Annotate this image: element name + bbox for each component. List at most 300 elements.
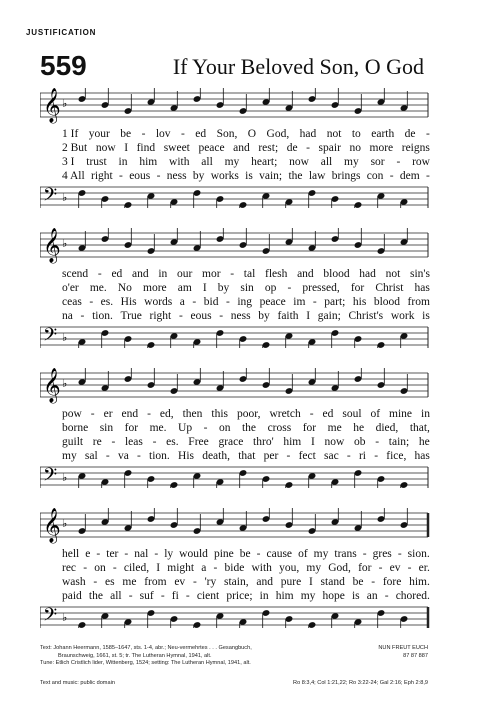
lyric-syllable: pressed, [302, 282, 340, 294]
text-credit-line-1: Text: Johann Heermann, 1585–1647, sts. 1-4, abr.; Neu-vermehrtes . . . Gesangbuch, [40, 645, 252, 651]
hymn-title: If Your Beloved Son, O God [172, 54, 424, 79]
lyric-syllable: - [426, 170, 430, 182]
lyric-syllable: rec [62, 562, 77, 574]
lyric-syllable: - [378, 562, 383, 574]
lyric-syllable: pure [280, 576, 302, 588]
lyric-syllable: soul [342, 408, 362, 420]
lyric-syllable: stand [320, 576, 345, 588]
lyric-syllable: - [83, 562, 88, 574]
lyric-line-3 [62, 296, 430, 310]
lyric-syllable: No [117, 282, 132, 294]
lyric-syllable: all [320, 156, 333, 168]
lyric-syllable: ed, [159, 408, 174, 420]
lyric-syllable: - [154, 548, 159, 560]
lyric-syllable: my [313, 548, 329, 560]
lyric-syllable: with [169, 156, 190, 168]
lyric-syllable: - [112, 562, 117, 574]
lyric-line-4 [62, 590, 430, 604]
lyric-syllable: va [117, 450, 129, 462]
lyric-syllable: faith [277, 310, 299, 322]
lyric-syllable: op [264, 282, 277, 294]
lyric-syllable: me [122, 576, 137, 588]
lyric-syllable: ness [230, 310, 251, 322]
lyric-syllable: grace [218, 436, 244, 448]
lyric-syllable: him [275, 590, 294, 602]
lyric-line-4 [62, 170, 430, 184]
treble-clef-icon: 𝄞 [43, 228, 61, 263]
lyric-syllable: nal [134, 548, 149, 560]
lyric-syllable: sin [99, 422, 114, 434]
lyric-syllable: be [352, 576, 364, 588]
lyric-syllable: 'ry [204, 576, 217, 588]
lyric-syllable: His [120, 296, 137, 308]
lyric-syllable: sion. [407, 548, 430, 560]
lyric-syllable: now [324, 436, 345, 448]
lyric-syllable: works [210, 170, 239, 182]
lyric-syllable: my [344, 156, 359, 168]
lyric-syllable: more [369, 142, 394, 154]
lyric-syllable: o'er [62, 282, 79, 294]
music-system-4 [40, 508, 430, 628]
bass-clef-icon: 𝄢 [43, 465, 58, 488]
lyric-syllable: God, [266, 128, 290, 140]
lyric-syllable: tion. [92, 310, 113, 322]
lyric-syllable: died, [375, 422, 399, 434]
lyric-syllable: gain; [317, 310, 341, 322]
lyric-syllable: heart; [251, 156, 278, 168]
lyric-syllable: sin [240, 282, 254, 294]
lyric-line-2 [62, 562, 430, 576]
lyric-line-3 [62, 436, 430, 450]
lyric-syllable: on [94, 562, 106, 574]
lyric-syllable: in [421, 408, 430, 420]
lyric-syllable: stain, [223, 576, 249, 588]
lyric-syllable: and [256, 576, 273, 588]
lyric-syllable: wash [62, 576, 86, 588]
lyric-syllable: dem [399, 170, 420, 182]
lyric-syllable: cient [196, 590, 220, 602]
lyric-syllable: - [192, 296, 197, 308]
lyric-syllable: him [139, 156, 158, 168]
lyric-syllable: blood [373, 296, 401, 308]
lyric-syllable: eous [129, 170, 151, 182]
lyric-syllable: spair [318, 142, 341, 154]
lyric-syllable: hope [322, 590, 345, 602]
flat-icon: ♭ [62, 331, 68, 344]
lyric-syllable: reigns [401, 142, 430, 154]
lyric-syllable: for [358, 562, 372, 574]
lyric-syllable: tal [243, 268, 256, 280]
lyric-syllable: my [306, 562, 322, 574]
lyric-syllable: sal [84, 450, 98, 462]
lyric-syllable: now [289, 156, 309, 168]
lyric-syllable: be [120, 128, 132, 140]
lyric-syllable: - [105, 450, 110, 462]
lyric-syllable: sor [370, 156, 385, 168]
lyric-syllable: more [143, 282, 167, 294]
lyric-syllable: - [286, 450, 291, 462]
lyric-line-4 [62, 310, 430, 324]
lyric-syllable: - [160, 590, 165, 602]
lyric-syllable: wretch [269, 408, 301, 420]
lyric-syllable: chored. [395, 590, 430, 602]
lyric-syllable: fice, [386, 450, 407, 462]
lyric-syllable: I [124, 142, 129, 154]
flat-icon: ♭ [62, 237, 68, 250]
lyric-syllable: fect [298, 450, 316, 462]
lyric-line-1 [62, 408, 430, 422]
lyric-syllable: - [96, 548, 101, 560]
lyric-syllable: my [224, 156, 240, 168]
lyric-syllable: er [103, 408, 113, 420]
lyric-syllable: per [263, 450, 279, 462]
lyric-syllable: O [247, 128, 257, 140]
lyric-syllable: I [308, 576, 313, 588]
lyric-syllable: a [179, 296, 185, 308]
treble-clef-icon: 𝄞 [43, 508, 61, 543]
lyric-syllable: ceas [62, 296, 82, 308]
flat-icon: ♭ [62, 97, 68, 110]
lyric-syllable: had [299, 128, 317, 140]
treble-clef-icon: 𝄞 [43, 88, 61, 123]
lyric-syllable: from [407, 296, 430, 308]
lyric-syllable: es. [100, 296, 114, 308]
lyric-syllable: I [156, 562, 161, 574]
lyric-syllable: - [226, 296, 230, 308]
flat-icon: ♭ [62, 611, 68, 624]
section-label: JUSTIFICATION [26, 28, 97, 37]
lyric-syllable: to [351, 128, 361, 140]
lyric-syllable: thro' [253, 436, 274, 448]
lyric-line-2 [62, 422, 430, 436]
lyric-syllable: ev [174, 576, 186, 588]
lyric-syllable: - [156, 170, 161, 182]
lyric-syllable: me. [149, 422, 167, 434]
lyric-syllable: - [124, 548, 129, 560]
lyric-syllable: ed [195, 128, 207, 140]
lyric-line-2 [62, 142, 430, 156]
lyric-syllable: price; [226, 590, 253, 602]
lyric-syllable: - [147, 408, 151, 420]
lyric-syllable: poor, [236, 408, 261, 420]
copyright: Text and music: public domain [40, 680, 115, 686]
lyric-syllable: - [397, 548, 402, 560]
lyric-syllable: - [306, 142, 310, 154]
lyric-syllable: - [384, 590, 389, 602]
lyric-syllable: is [245, 170, 253, 182]
lyric-syllable: earth [371, 128, 395, 140]
lyric-syllable: am [177, 282, 192, 294]
lyric-syllable: our [176, 268, 193, 280]
lyric-syllable: find [136, 142, 156, 154]
lyric-syllable: - [141, 128, 146, 140]
lyric-syllable: ly [164, 548, 174, 560]
lyric-syllable: that [238, 450, 256, 462]
flat-icon: ♭ [62, 377, 68, 390]
lyric-syllable: blood [323, 268, 350, 280]
lyric-syllable: by [258, 310, 270, 322]
lyric-syllable: ev [389, 562, 401, 574]
lyric-syllable: es. [166, 436, 179, 448]
lyric-syllable: fi [171, 590, 179, 602]
lyric-syllable: - [287, 282, 292, 294]
lyric-syllable: with [251, 562, 272, 574]
bass-clef-icon: 𝄢 [43, 185, 58, 208]
lyric-syllable: cause [266, 548, 293, 560]
tune-name: NUN FREUT EUCH [378, 645, 428, 651]
lyric-syllable: words [144, 296, 173, 308]
flat-icon: ♭ [62, 191, 68, 204]
treble-clef-icon: 𝄞 [43, 368, 61, 403]
lyric-syllable: has [414, 282, 430, 294]
lyric-syllable: my [300, 590, 316, 602]
lyric-syllable: for [350, 282, 365, 294]
lyric-line-2 [62, 282, 430, 296]
tune-credit: Tune: Etlich Cristlich lider, Wittenberg, 1524; setting: The Lutheran Hymnal, 1941, alt. [40, 660, 251, 667]
lyric-syllable: ing [237, 296, 253, 308]
lyric-syllable: pow [62, 408, 82, 420]
lyric-syllable: Christ [375, 282, 404, 294]
lyric-syllable: - [346, 450, 351, 462]
scripture-refs: Ro 8:3,4; Col 1:21,22; Ro 3:22-24; Gal 2:16; Eph 2:8,9 [293, 680, 428, 686]
tune-info [378, 645, 428, 660]
text-credit [40, 645, 340, 668]
lyric-syllable: 3 I [62, 156, 75, 168]
flat-icon: ♭ [62, 517, 68, 530]
lyric-syllable: 1 If [62, 128, 79, 140]
lyric-syllable: True [120, 310, 142, 322]
flat-icon: ♭ [62, 471, 68, 484]
lyric-line-1 [62, 268, 430, 282]
lyric-syllable: for [124, 422, 139, 434]
lyric-syllable: from [144, 576, 167, 588]
lyric-line-4 [62, 450, 430, 464]
lyric-syllable: - [389, 170, 394, 182]
lyric-syllable: mine [389, 408, 413, 420]
lyric-syllable: leas [124, 436, 143, 448]
lyric-syllable: I [306, 310, 311, 322]
lyric-syllable: trans [334, 548, 357, 560]
lyric-syllable: Son, [216, 128, 238, 140]
lyric-syllable: law [308, 170, 326, 182]
lyric-line-1 [62, 128, 430, 142]
lyric-syllable: - [128, 590, 133, 602]
lyric-syllable: right [91, 170, 113, 182]
lyric-syllable: ness [166, 170, 187, 182]
lyric-syllable: Up [178, 422, 193, 434]
lyric-syllable: pine [213, 548, 234, 560]
lyric-line-1 [62, 548, 430, 562]
lyric-syllable: right [149, 310, 172, 322]
bass-clef-icon: 𝄢 [43, 605, 58, 628]
lyric-syllable: vain; [259, 170, 283, 182]
lyric-syllable: and [297, 268, 314, 280]
hymn-number: 559 [40, 50, 87, 81]
lyric-syllable: peace [259, 296, 286, 308]
lyric-syllable: re [92, 436, 102, 448]
bass-clef-icon: 𝄢 [43, 325, 58, 348]
lyric-syllable: an [366, 590, 378, 602]
lyric-syllable: he [418, 436, 430, 448]
lyric-syllable: has [414, 450, 430, 462]
lyric-syllable: is [422, 310, 430, 322]
lyric-syllable: - [371, 576, 376, 588]
lyric-syllable: de [286, 142, 298, 154]
lyric-syllable: - [425, 128, 430, 140]
lyric-syllable: part; [324, 296, 346, 308]
lyric-syllable: the [241, 422, 257, 434]
lyric-syllable: - [256, 548, 261, 560]
lyric-syllable: - [396, 156, 401, 168]
lyric-syllable: suf [139, 590, 154, 602]
lyric-syllable: by [192, 170, 205, 182]
lyric-syllable: es [105, 576, 115, 588]
lyric-syllable: had [359, 268, 376, 280]
lyric-syllable: er. [418, 562, 430, 574]
meter: 87 87 887 [403, 652, 428, 659]
lyric-syllable: - [137, 450, 141, 462]
lyric-syllable: - [90, 408, 95, 420]
lyric-syllable: for [302, 422, 317, 434]
lyric-syllable: the [88, 590, 103, 602]
lyric-syllable: - [185, 590, 190, 602]
lyric-syllable: - [97, 268, 102, 280]
lyric-syllable: now [95, 142, 116, 154]
lyric-syllable: might [167, 562, 195, 574]
lyric-syllable: ter [106, 548, 119, 560]
lyric-syllable: flesh [265, 268, 288, 280]
lyric-syllable: bid [203, 296, 219, 308]
lyric-syllable: - [111, 436, 116, 448]
lyric-syllable: all [110, 590, 122, 602]
lyric-line-3 [62, 576, 430, 590]
lyric-syllable: sin's [410, 268, 430, 280]
lyric-syllable: ri [358, 450, 366, 462]
lyric-syllable: in [118, 156, 128, 168]
lyric-syllable: me. [89, 282, 107, 294]
lyric-syllable: - [407, 562, 412, 574]
lyric-syllable: this [211, 408, 228, 420]
lyric-syllable: - [362, 548, 367, 560]
lyric-syllable: 4 All [62, 170, 85, 182]
lyric-syllable: na [62, 310, 73, 322]
lyric-syllable: Free [188, 436, 209, 448]
lyric-syllable: is [351, 590, 360, 602]
lyric-syllable: I [310, 436, 315, 448]
lyric-syllable: death, [202, 450, 230, 462]
lyric-syllable: in [259, 590, 269, 602]
lyric-syllable: - [119, 170, 123, 182]
lyric-syllable: in [158, 268, 168, 280]
lyric-syllable: - [178, 310, 183, 322]
lyric-syllable: de [404, 128, 416, 140]
lyric-syllable: sweet [163, 142, 190, 154]
lyric-syllable: - [80, 310, 85, 322]
lyric-syllable: tion. [149, 450, 170, 462]
lyric-line-3 [62, 156, 430, 170]
lyric-syllable: 2 But [62, 142, 88, 154]
lyric-syllable: - [192, 576, 197, 588]
lyric-syllable: ciled, [123, 562, 150, 574]
lyric-syllable: His [178, 450, 194, 462]
lyric-syllable: the [288, 170, 303, 182]
lyric-syllable: not [326, 128, 342, 140]
lyric-syllable: gres [372, 548, 392, 560]
music-system-2 [40, 228, 430, 348]
lyric-syllable: brings [331, 170, 361, 182]
lyric-syllable: fore [382, 576, 402, 588]
lyric-syllable: borne [62, 422, 89, 434]
lyric-syllable: hell [62, 548, 80, 560]
lyric-syllable: - [93, 576, 98, 588]
lyric-syllable: of [370, 408, 381, 420]
lyric-syllable: and [233, 142, 250, 154]
lyric-syllable: - [180, 128, 185, 140]
lyric-syllable: - [213, 562, 218, 574]
lyric-syllable: work [390, 310, 415, 322]
lyric-syllable: mor [202, 268, 221, 280]
lyric-syllable: not [385, 268, 401, 280]
lyric-syllable: your [88, 128, 110, 140]
lyric-syllable: me [327, 422, 342, 434]
lyric-syllable: paid [62, 590, 82, 602]
lyric-syllable: would [179, 548, 208, 560]
lyric-syllable: con [366, 170, 384, 182]
lyric-syllable: im [293, 296, 306, 308]
lyric-syllable: be [239, 548, 251, 560]
lyric-syllable: and [132, 268, 149, 280]
lyric-syllable: rest; [258, 142, 279, 154]
lyric-syllable: - [375, 436, 380, 448]
lyric-syllable: - [89, 296, 94, 308]
music-system-1 [40, 88, 430, 208]
lyric-syllable: - [309, 408, 314, 420]
lyric-syllable: row [412, 156, 430, 168]
lyric-syllable: no [349, 142, 361, 154]
lyric-syllable: ed [111, 268, 123, 280]
lyric-syllable: him [283, 436, 302, 448]
lyric-syllable: end [121, 408, 139, 420]
lyric-syllable: trust [86, 156, 107, 168]
lyric-syllable: ob [354, 436, 366, 448]
lyric-syllable: him. [409, 576, 430, 588]
lyric-syllable: - [312, 296, 317, 308]
lyric-syllable: God, [328, 562, 351, 574]
lyric-syllable: - [219, 310, 224, 322]
lyric-syllable: all [201, 156, 213, 168]
lyric-syllable: guilt [62, 436, 84, 448]
music-system-3 [40, 368, 430, 488]
lyric-syllable: then [182, 408, 203, 420]
lyric-syllable: lov [155, 128, 171, 140]
lyric-syllable: on [218, 422, 231, 434]
lyric-syllable: his [352, 296, 367, 308]
lyric-syllable: - [152, 436, 157, 448]
lyric-syllable: of [298, 548, 308, 560]
lyric-syllable: eous [190, 310, 212, 322]
lyric-syllable: he [353, 422, 365, 434]
lyric-syllable: peace [198, 142, 225, 154]
lyric-syllable: - [374, 450, 379, 462]
lyric-syllable: sac [324, 450, 339, 462]
lyric-syllable: you, [279, 562, 300, 574]
lyric-syllable: ed [322, 408, 334, 420]
lyric-syllable: Christ's [348, 310, 384, 322]
text-credit-line-2: Braunschweig, 1661, st. 5; tr. The Lutheran Hymnal, 1941, alt. [58, 652, 212, 659]
lyric-syllable: bide [224, 562, 245, 574]
lyric-syllable: - [203, 422, 208, 434]
lyric-syllable: - [230, 268, 235, 280]
